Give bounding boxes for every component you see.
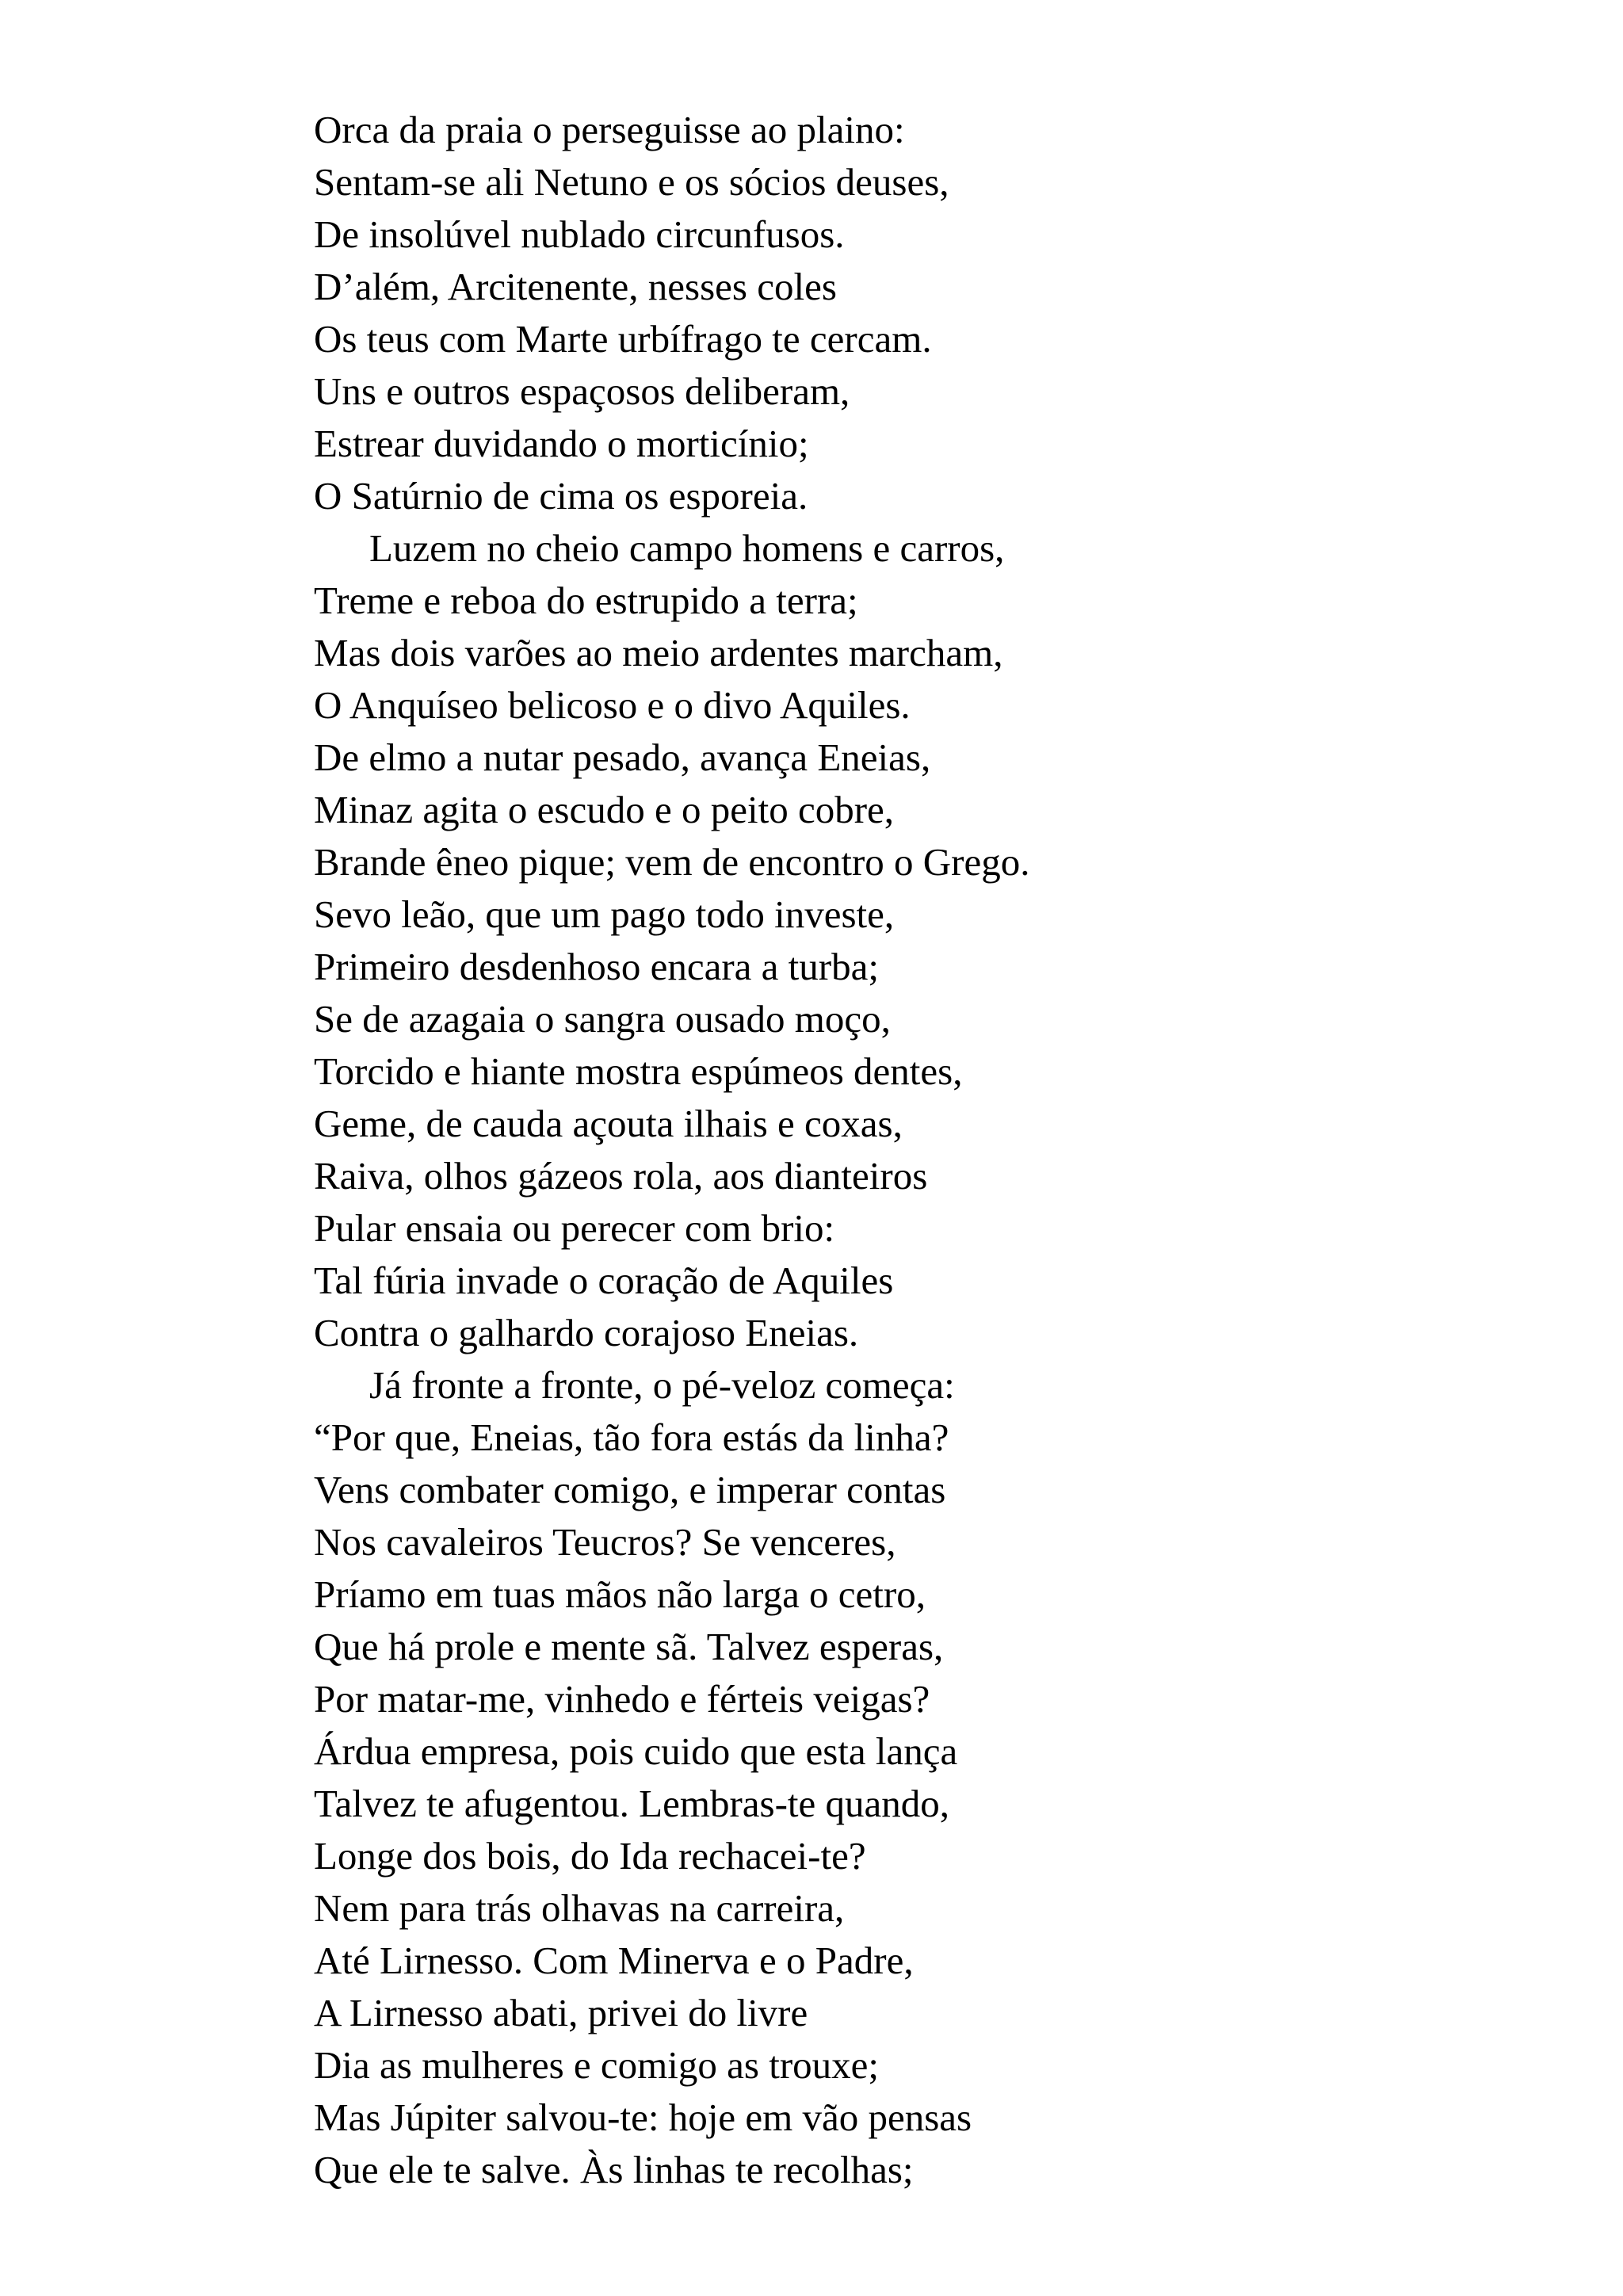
verse-line: De elmo a nutar pesado, avança Eneias, (314, 735, 931, 779)
verse-line: Se de azagaia o sangra ousado moço, (314, 997, 891, 1041)
verse-line: “Por que, Eneias, tão fora estás da linha? (314, 1415, 949, 1459)
poem-text-block (314, 104, 1550, 2196)
verse-line: Contra o galhardo corajoso Eneias. (314, 1311, 859, 1354)
verse-line: A Lirnesso abati, privei do livre (314, 1991, 808, 2034)
verse-line: Até Lirnesso. Com Minerva e o Padre, (314, 1939, 914, 1982)
verse-line: D’além, Arcitenente, nesses coles (314, 265, 837, 308)
verse-line: Brande êneo pique; vem de encontro o Grego. (314, 840, 1030, 884)
verse-line: Mas Júpiter salvou-te: hoje em vão pensas (314, 2095, 972, 2139)
verse-line: Orca da praia o perseguisse ao plaino: (314, 108, 905, 151)
verse-line: Que há prole e mente sã. Talvez esperas, (314, 1625, 944, 1668)
verse-line: Sentam-se ali Netuno e os sócios deuses, (314, 160, 949, 204)
verse-line: Pular ensaia ou perecer com brio: (314, 1206, 835, 1250)
verse-line: Longe dos bois, do Ida rechacei-te? (314, 1834, 866, 1878)
verse-line: Que ele te salve. Às linhas te recolhas; (314, 2148, 914, 2191)
verse-line: Primeiro desdenhoso encara a turba; (314, 945, 879, 988)
verse-line: Os teus com Marte urbífrago te cercam. (314, 317, 932, 361)
verse-line: Nos cavaleiros Teucros? Se venceres, (314, 1520, 896, 1564)
verse-line: Treme e reboa do estrupido a terra; (314, 579, 858, 622)
verse-line: Raiva, olhos gázeos rola, aos dianteiros (314, 1154, 928, 1198)
verse-line: Sevo leão, que um pago todo investe, (314, 892, 895, 936)
verse-line: Mas dois varões ao meio ardentes marcham, (314, 631, 1003, 674)
verse-line: Já fronte a fronte, o pé-veloz começa: (369, 1363, 955, 1407)
verse-line: De insolúvel nublado circunfusos. (314, 212, 845, 256)
verse-line: Geme, de cauda açouta ilhais e coxas, (314, 1102, 903, 1145)
verse-line: Tal fúria invade o coração de Aquiles (314, 1259, 894, 1302)
verse-line: Minaz agita o escudo e o peito cobre, (314, 788, 895, 831)
verse-line: Árdua empresa, pois cuido que esta lança (314, 1729, 958, 1773)
verse-line: Talvez te afugentou. Lembras-te quando, (314, 1782, 950, 1825)
verse-line: Príamo em tuas mãos não larga o cetro, (314, 1572, 926, 1616)
verse-line: Dia as mulheres e comigo as trouxe; (314, 2043, 880, 2087)
verse-line: O Anquíseo belicoso e o divo Aquiles. (314, 683, 911, 727)
verse-line: Uns e outros espaçosos deliberam, (314, 369, 850, 413)
verse-line: Estrear duvidando o morticínio; (314, 422, 809, 465)
verse-line: Luzem no cheio campo homens e carros, (369, 526, 1005, 570)
verse-line: Por matar-me, vinhedo e férteis veigas? (314, 1677, 930, 1721)
verse-line: Torcido e hiante mostra espúmeos dentes, (314, 1049, 963, 1093)
verse-line: Vens combater comigo, e imperar contas (314, 1468, 946, 1511)
verse-line: Nem para trás olhavas na carreira, (314, 1886, 845, 1930)
verse-line: O Satúrnio de cima os esporeia. (314, 474, 808, 518)
